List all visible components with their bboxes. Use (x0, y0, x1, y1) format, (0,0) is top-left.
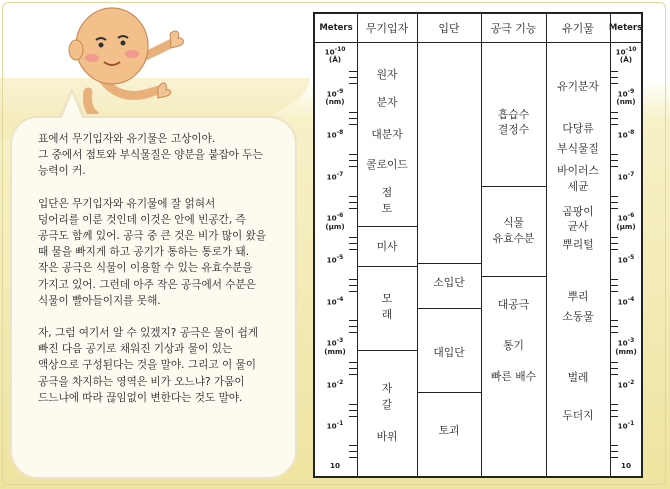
scale-tick-right-0-0 (610, 71, 618, 72)
mineral-silt: 미사 (376, 240, 398, 253)
scale-tick-left-0-2 (349, 83, 357, 84)
organic-humus: 부식물질 (557, 142, 599, 155)
scale-label-right-0: $10^{-10}$ (Å) (615, 46, 637, 65)
scale-tick-left-2-1 (349, 160, 357, 161)
scale-label-left-8: $10^{-2}$ (326, 378, 344, 390)
scale-tick-left-6-0 (349, 320, 357, 321)
organic-polysaccharide: 다당류 (562, 122, 594, 135)
scale-tick-right-9-1 (610, 451, 618, 452)
scale-tick-left-9-1 (349, 451, 357, 452)
pore-aeration: 통기 (503, 339, 524, 352)
scale-tick-right-7-1 (610, 368, 618, 369)
scale-tick-right-4-0 (610, 237, 618, 238)
scale-label-left-6: $10^{-4}$ (326, 295, 344, 306)
scale-tick-left-7-1 (349, 368, 357, 369)
scale-label-left-10: 10 (329, 461, 340, 470)
scale-tick-left-7-0 (349, 362, 357, 363)
scale-label-left-4: $10^{-6}$ (μm) (325, 212, 345, 231)
aggregate-macro: 대입단 (433, 346, 465, 359)
paragraph-2: 입단은 무기입자와 유기물에 잘 얽혀서 덩어리를 이룬 것인데 이것은 안에 빈공간, 즉 공극도 함께 있어. 공극 중 큰 것은 비가 많이 왔을 때 물을 빠지게 하고 공기가 통하는 통로가 돼. 작은 공극은 식물이 이용할 수 있는 유효수분을 가지고 있어. 그런데 아주 작은 공극에서 수분은 식물이 빨아들이지를 못해. (38, 197, 267, 307)
scale-label-left-0: $10^{-10}$ (Å) (324, 46, 346, 65)
scale-label-left-1: $10^{-9}$ (nm) (325, 87, 345, 106)
aggregate-clod: 토괴 (438, 424, 460, 437)
scale-tick-left-8-0 (349, 404, 357, 405)
scale-tick-left-6-1 (349, 326, 357, 327)
pore-available-water: 유효수분 (492, 232, 535, 245)
organic-bacteria: 세균 (567, 180, 589, 193)
header-pore-function: 공극 기능 (490, 22, 537, 35)
scale-label-right-7: $10^{-3}$ (mm) (615, 337, 637, 356)
scale-tick-right-2-2 (610, 166, 618, 167)
scale-tick-left-5-0 (349, 279, 357, 280)
scale-tick-right-8-1 (610, 410, 618, 411)
scale-tick-right-3-2 (610, 208, 618, 209)
aggregate-micro: 소입단 (433, 276, 465, 289)
paragraph-1: 표에서 무기입자와 유기물은 고상이야. 그 중에서 점토와 부식물질은 양분을 붙잡아 두는 능력이 커. (38, 133, 263, 178)
organic-hyphae: 균사 (567, 220, 589, 233)
particle-size-chart (313, 12, 643, 478)
header-mineral: 무기입자 (365, 22, 409, 35)
scale-tick-left-0-0 (349, 71, 357, 72)
scale-tick-right-8-0 (610, 404, 618, 405)
scale-label-right-5: $10^{-5}$ (617, 254, 635, 265)
organic-root: 뿌리 (567, 290, 589, 303)
scale-label-right-3: $10^{-7}$ (617, 170, 635, 182)
scale-tick-left-1-2 (349, 124, 357, 125)
scale-tick-right-6-0 (610, 320, 618, 321)
paragraph-3: 자, 그럼 여기서 알 수 있겠지? 공극은 물이 쉽게 빠진 다음 공기로 채워진 기상과 물이 있는 액상으로 구성된다는 것을 말야. 그리고 이 물이 공극을 차지하는 영역은 비가 오느냐? 가뭄이 드느냐에 따라 끊임없이 변한다는 것도 말야. (38, 327, 259, 404)
scale-tick-left-8-1 (349, 410, 357, 411)
organic-mole: 두더지 (562, 409, 594, 422)
scale-tick-left-5-1 (349, 285, 357, 286)
scale-tick-left-7-2 (349, 374, 357, 375)
scale-label-left-9: $10^{-1}$ (326, 420, 344, 431)
scale-tick-left-3-1 (349, 202, 357, 203)
scale-tick-left-0-1 (349, 77, 357, 78)
scale-tick-right-5-1 (610, 285, 618, 286)
scale-tick-left-9-0 (349, 445, 357, 446)
mineral-macromolecule: 대분자 (371, 128, 403, 141)
scale-tick-left-1-0 (349, 112, 357, 113)
scale-label-right-4: $10^{-6}$ (μm) (616, 212, 636, 231)
scale-tick-right-4-2 (610, 249, 618, 250)
mineral-gravel-1: 자 (381, 382, 393, 395)
mineral-atom: 원자 (376, 68, 398, 81)
scale-tick-right-1-0 (610, 112, 618, 113)
scale-tick-left-4-0 (349, 237, 357, 238)
scale-tick-left-5-2 (349, 291, 357, 292)
scale-tick-right-8-2 (610, 416, 618, 417)
scale-label-right-9: $10^{-1}$ (617, 420, 635, 431)
pore-hygroscopic: 흡습수 (497, 108, 530, 121)
scale-tick-left-8-2 (349, 416, 357, 417)
scale-label-right-2: $10^{-8}$ (617, 129, 635, 140)
explanation-text (38, 131, 296, 422)
organic-small-animal: 소동물 (562, 310, 594, 323)
header-meters-right: Meters (608, 23, 643, 33)
scale-tick-right-3-0 (610, 196, 618, 197)
scale-tick-right-7-2 (610, 374, 618, 375)
scale-tick-right-5-0 (610, 279, 618, 280)
mineral-sand-1: 모 (381, 292, 393, 305)
scale-tick-left-4-1 (349, 243, 357, 244)
scale-tick-left-1-1 (349, 118, 357, 119)
scale-tick-right-5-2 (610, 291, 618, 292)
scale-tick-right-6-2 (610, 332, 618, 333)
scale-tick-left-2-2 (349, 166, 357, 167)
scale-tick-left-9-2 (349, 457, 357, 458)
organic-root-hair: 뿌리털 (562, 238, 594, 251)
scale-label-right-10: 10 (620, 461, 631, 470)
mineral-clay-2: 토 (381, 202, 393, 215)
scale-tick-right-1-2 (610, 124, 618, 125)
pore-fast-drainage: 빠른 배수 (490, 370, 537, 383)
pore-plant: 식물 (503, 216, 524, 229)
scale-label-right-1: $10^{-9}$ (nm) (616, 87, 636, 106)
scale-label-left-2: $10^{-8}$ (326, 129, 344, 140)
mineral-sand-2: 래 (381, 308, 393, 321)
scale-label-right-6: $10^{-4}$ (617, 295, 635, 306)
scale-tick-right-6-1 (610, 326, 618, 327)
mineral-colloid: 콜로이드 (366, 158, 408, 171)
scale-label-left-3: $10^{-7}$ (326, 170, 344, 182)
scale-tick-left-3-2 (349, 208, 357, 209)
organic-fungi: 곰팡이 (562, 205, 594, 218)
scale-tick-right-0-1 (610, 77, 618, 78)
scale-tick-left-2-0 (349, 154, 357, 155)
header-organic: 유기물 (562, 22, 594, 35)
mineral-molecule: 분자 (376, 96, 398, 109)
scale-tick-left-6-2 (349, 332, 357, 333)
scale-tick-right-9-2 (610, 457, 618, 458)
scale-tick-left-3-0 (349, 196, 357, 197)
pore-crystal-water: 결정수 (497, 123, 530, 136)
scale-tick-right-9-0 (610, 445, 618, 446)
scale-tick-right-7-0 (610, 362, 618, 363)
scale-tick-right-3-1 (610, 202, 618, 203)
organic-worm: 벌레 (567, 371, 589, 384)
scale-label-left-5: $10^{-5}$ (326, 254, 344, 265)
scale-label-left-7: $10^{-3}$ (mm) (324, 337, 346, 356)
organic-molecule: 유기분자 (557, 80, 599, 93)
scale-tick-right-2-1 (610, 160, 618, 161)
scale-tick-right-4-1 (610, 243, 618, 244)
scale-tick-left-4-2 (349, 249, 357, 250)
mineral-clay-1: 점 (381, 186, 393, 199)
pore-macropore: 대공극 (497, 298, 530, 311)
mineral-gravel-2: 갈 (381, 398, 393, 411)
header-aggregate: 입단 (438, 22, 460, 35)
header-meters-left: Meters (319, 23, 353, 33)
scale-label-right-8: $10^{-2}$ (617, 378, 635, 390)
mineral-rock: 바위 (376, 430, 398, 443)
scale-tick-right-0-2 (610, 83, 618, 84)
scale-tick-right-1-1 (610, 118, 618, 119)
organic-virus: 바이러스 (557, 164, 599, 177)
scale-tick-right-2-0 (610, 154, 618, 155)
